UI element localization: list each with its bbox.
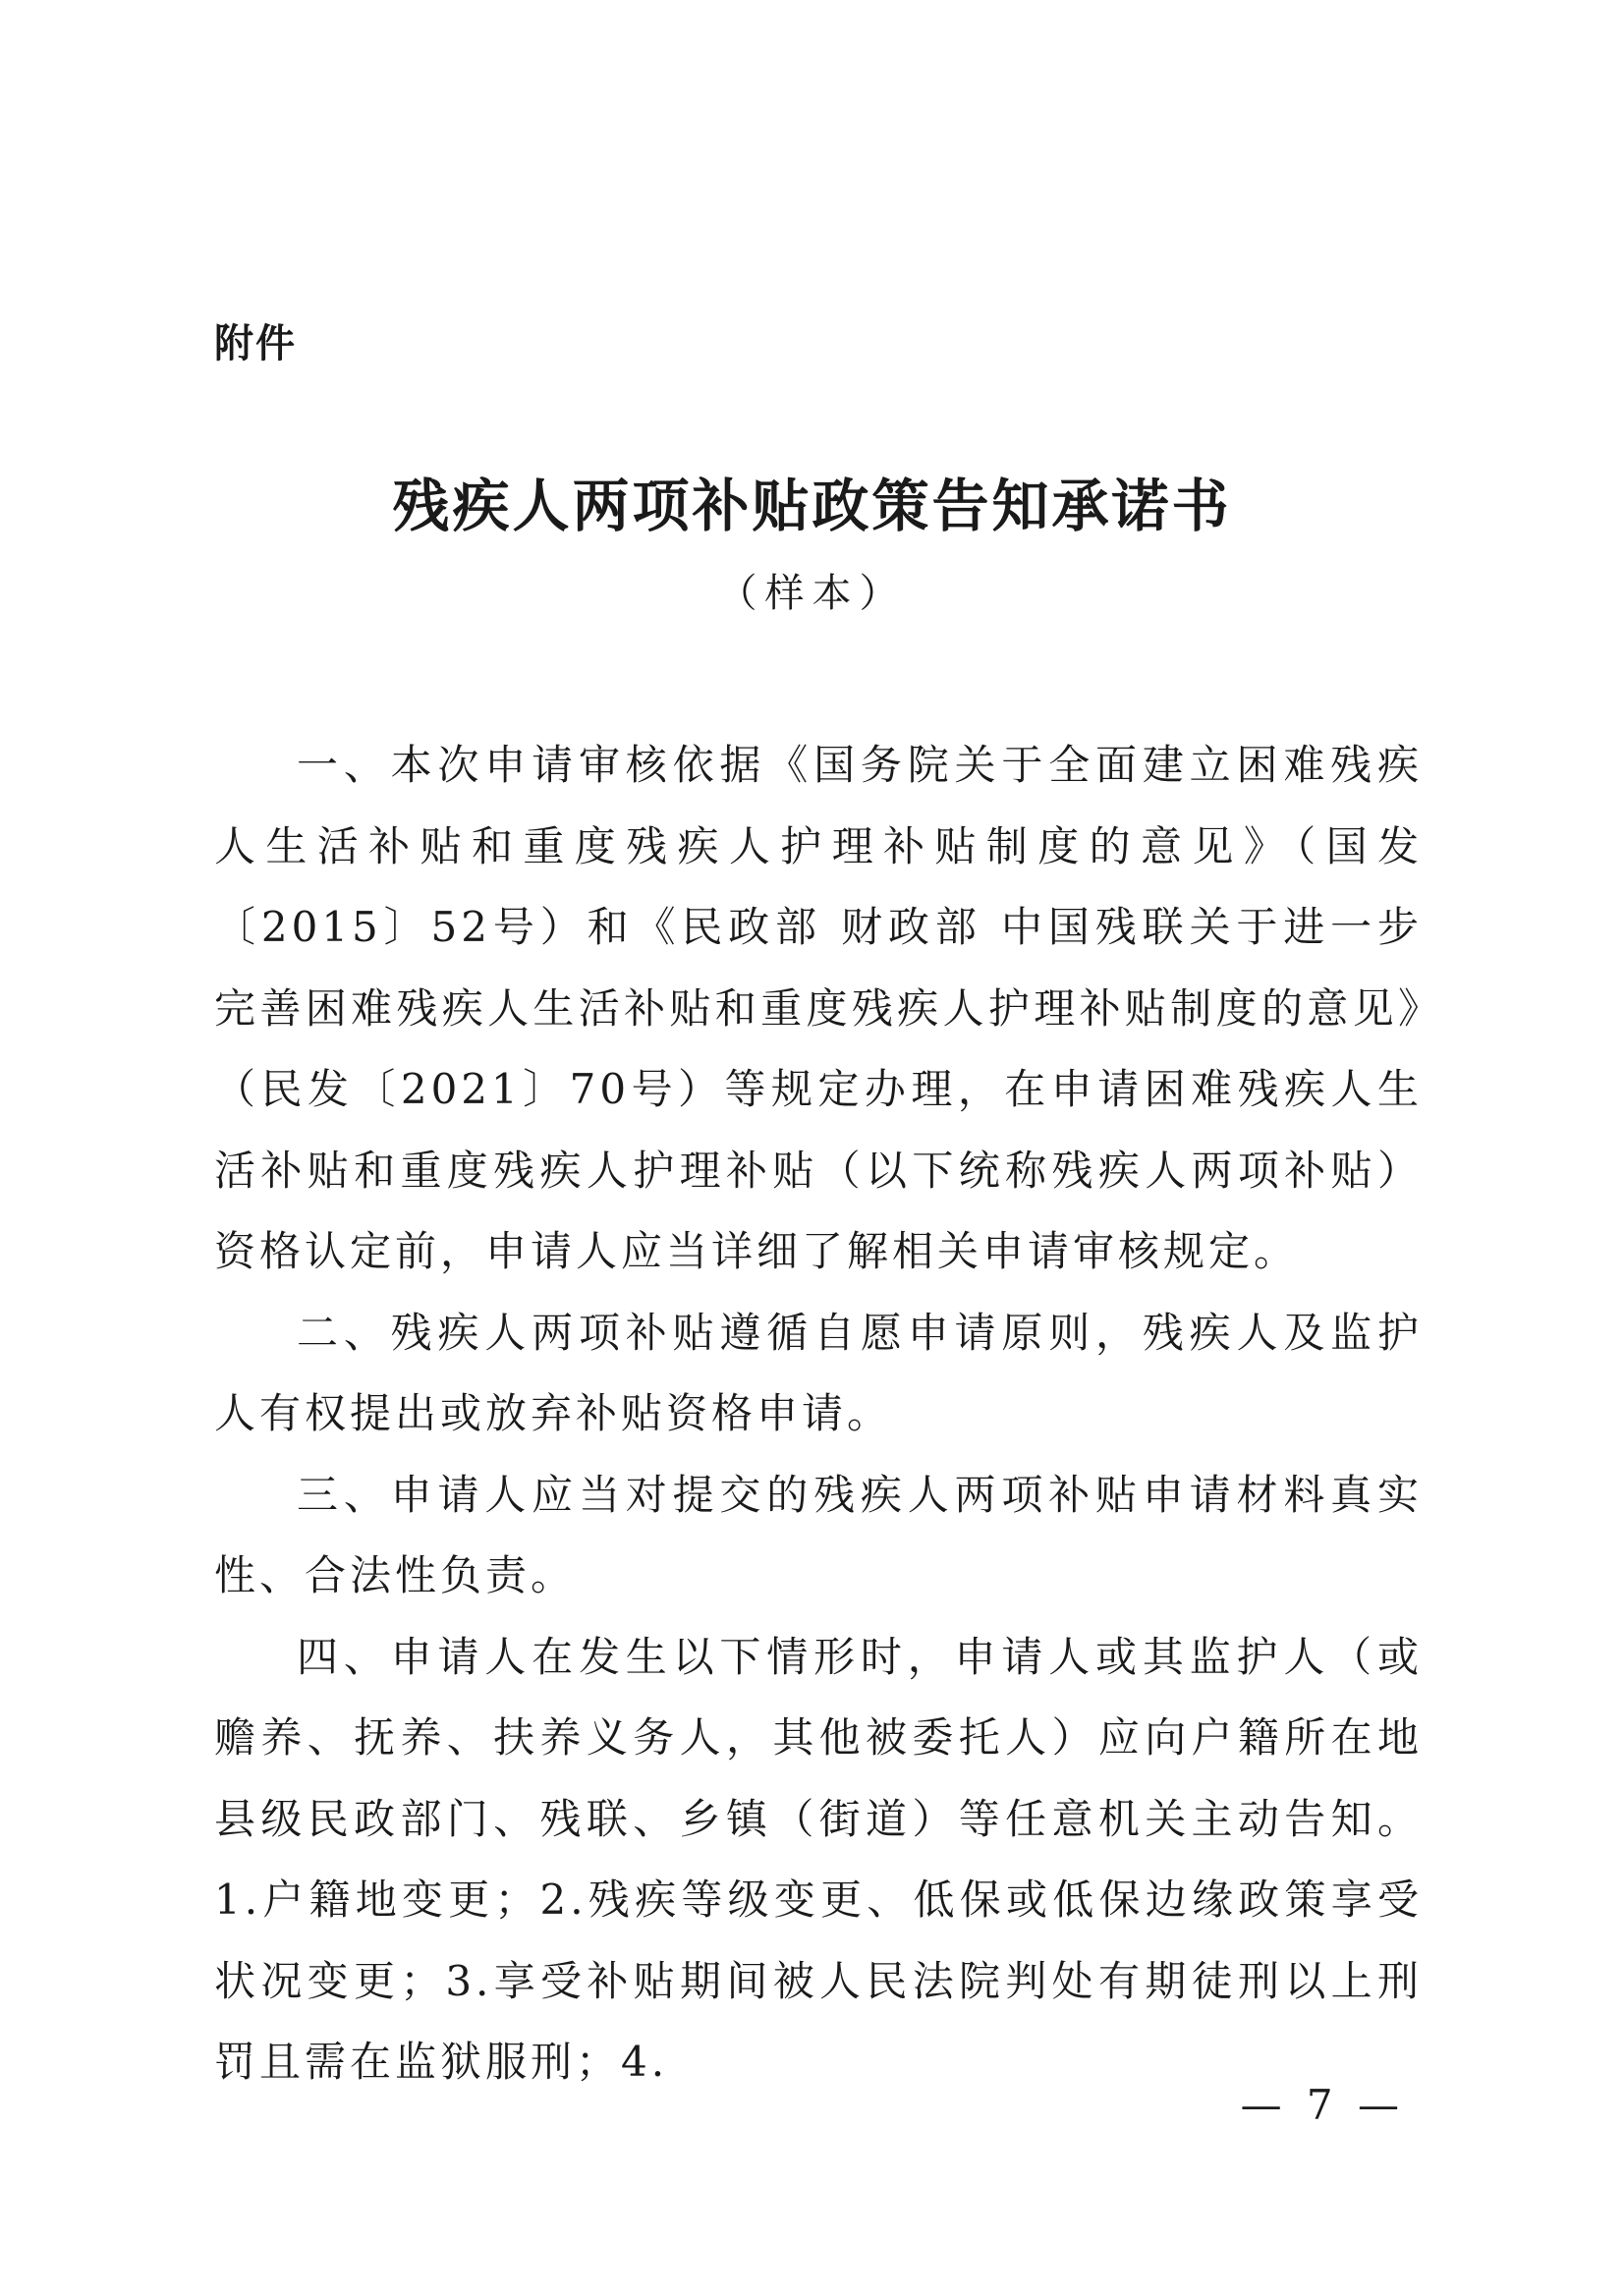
paragraph-4: 四、申请人在发生以下情形时，申请人或其监护人（或赡养、抚养、扶养义务人，其他被委托人）应向户籍所在地县级民政部门、残联、乡镇（街道）等任意机关主动告知。1.户籍地变更；2.残疾等级变更、低保或低保边缘政策享受状况变更；3.享受补贴期间被人民法院判处有期徒刑以上刑罚且需在监狱服刑；4.	[214, 1632, 1423, 2086]
paragraph-3: 三、申请人应当对提交的残疾人两项补贴申请材料真实性、合法性负责。	[214, 1470, 1423, 1599]
document-body	[214, 725, 1423, 2103]
document-title: 残疾人两项补贴政策告知承诺书	[392, 473, 1232, 539]
paragraph-2: 二、残疾人两项补贴遵循自愿申请原则，残疾人及监护人有权提出或放弃补贴资格申请。	[214, 1308, 1423, 1437]
paragraph-1: 一、本次申请审核依据《国务院关于全面建立困难残疾人生活补贴和重度残疾人护理补贴制度的意见》（国发〔2015〕52号）和《民政部 财政部 中国残联关于进一步完善困难残疾人生活补贴和重度残疾人护理补贴制度的意见》（民发〔2021〕70号）等规定办理，在申请困难残疾人生活补贴和重度残疾人护理补贴（以下统称残疾人两项补贴）资格认定前，申请人应当详细了解相关申请审核规定。	[214, 741, 1423, 1275]
page-number: — 7 —	[1240, 2081, 1405, 2129]
attachment-label: 附件	[214, 321, 297, 366]
document-subtitle: （样本）	[717, 571, 907, 616]
